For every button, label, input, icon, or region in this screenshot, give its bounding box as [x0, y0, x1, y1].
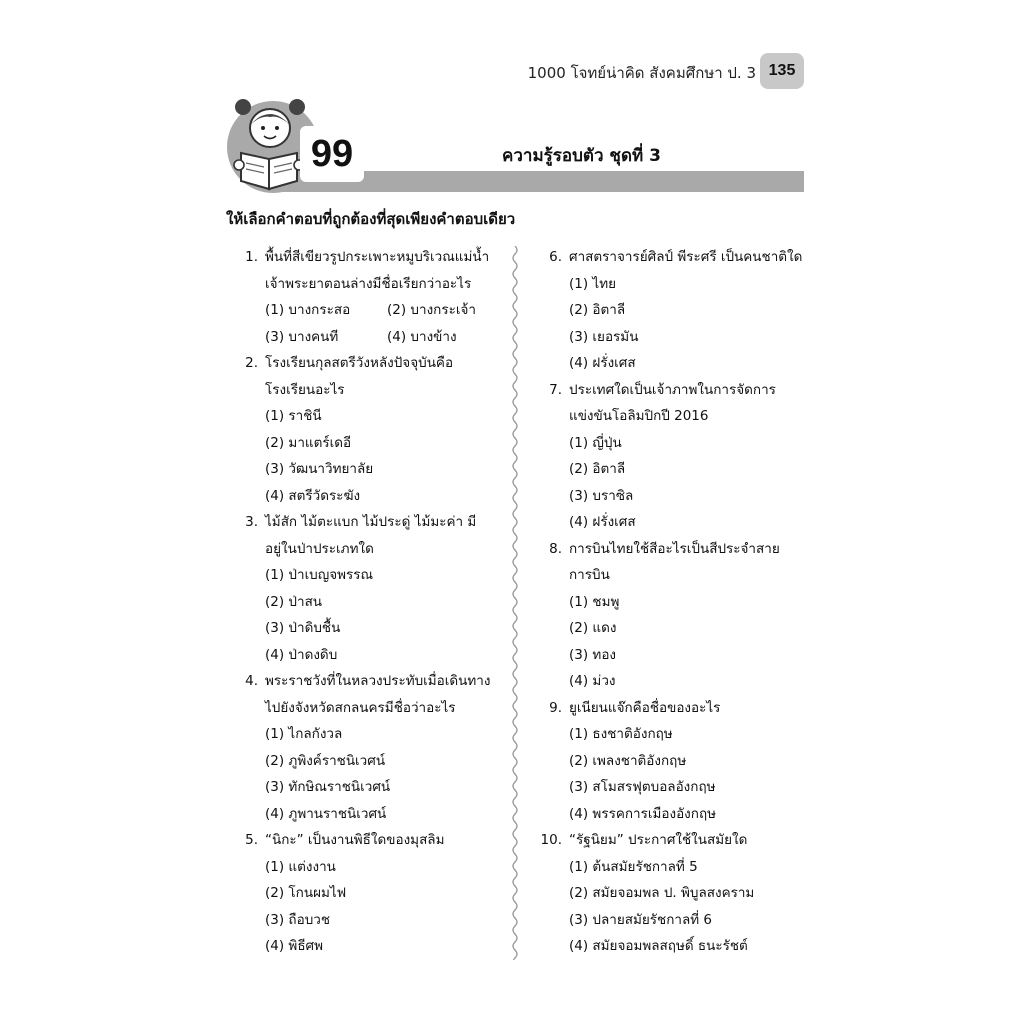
option: (4) สมัยจอมพลสฤษดิ์ ธนะรัชต์: [569, 938, 748, 954]
option: (2) ป่าสน: [265, 593, 323, 610]
question-number: 1.: [245, 249, 258, 265]
option: (3) เยอรมัน: [569, 328, 639, 345]
option: (2) สมัยจอมพล ป. พิบูลสงคราม: [569, 885, 755, 901]
option: (1) ต้นสมัยรัชกาลที่ 5: [569, 858, 698, 875]
question-number: 9.: [549, 699, 562, 716]
page-number: 135: [760, 53, 804, 89]
question-number: 3.: [245, 514, 258, 530]
option: (1) ราชินี: [265, 408, 322, 424]
question-text: ไปยังจังหวัดสกลนครมีชื่อว่าอะไร: [265, 699, 456, 716]
question-text: ไม้สัก ไม้ตะแบก ไม้ประดู่ ไม้มะค่า มี: [265, 514, 477, 530]
option: (4) ฝรั่งเศส: [569, 355, 636, 371]
option: (1) ธงชาติอังกฤษ: [569, 726, 673, 742]
question-number: 8.: [549, 540, 562, 557]
question-text: “รัฐนิยม” ประกาศใช้ในสมัยใด: [569, 832, 748, 848]
question-9: [540, 695, 820, 722]
option: (2) ภูพิงค์ราชนิเวศน์: [265, 752, 386, 769]
question-3: [236, 509, 516, 536]
question-1: [236, 244, 516, 271]
question-number: 6.: [549, 249, 562, 265]
option: (3) ปลายสมัยรัชกาลที่ 6: [569, 911, 713, 928]
option: (1) ญี่ปุ่น: [569, 434, 622, 451]
option-row: [236, 324, 516, 351]
question-7: [540, 377, 820, 404]
question-text: โรงเรียนกุลสตรีวังหลังปัจจุบันคือ: [265, 355, 454, 371]
option: (4) ม่วง: [569, 673, 616, 689]
option: (3) สโมสรฟุตบอลอังกฤษ: [569, 779, 716, 795]
question-text: แข่งขันโอลิมปิกปี 2016: [569, 408, 709, 424]
question-number: 5.: [245, 832, 258, 848]
option: (4) ภูพานราชนิเวศน์: [265, 805, 387, 822]
option: (4) พรรคการเมืองอังกฤษ: [569, 805, 717, 822]
question-text: พื้นที่สีเขียวรูปกระเพาะหมูบริเวณแม่น้ำ: [265, 249, 490, 265]
option-row: [236, 297, 516, 324]
option: (4) ป่าดงดิบ: [265, 646, 338, 663]
question-text: การบิน: [569, 567, 610, 583]
option: (1) ไกลกังวล: [265, 726, 343, 742]
question-text: ยูเนียนแจ๊กคือชื่อของอะไร: [569, 699, 721, 716]
set-title: ความรู้รอบตัว ชุดที่ 3: [502, 146, 661, 166]
option: (3) วัฒนาวิทยาลัย: [265, 461, 374, 477]
question-text: พระราชวังที่ในหลวงประทับเมื่อเดินทาง: [265, 673, 491, 689]
option: (2) แดง: [569, 620, 617, 636]
question-text: อยู่ในป่าประเภทใด: [265, 540, 374, 557]
question-text: “นิกะ” เป็นงานพิธีใดของมุสลิม: [265, 832, 445, 848]
option: (4) บางข้าง: [387, 328, 457, 345]
question-5: [236, 827, 516, 854]
option: (3) บราซิล: [569, 487, 634, 504]
option: (2) บางกระเจ้า: [387, 302, 476, 318]
question-2: [236, 350, 516, 377]
question-10: [540, 827, 820, 854]
left-column: [236, 244, 516, 960]
option: (2) โกนผมไฟ: [265, 885, 347, 901]
instruction-text: ให้เลือกคำตอบที่ถูกต้องที่สุดเพียงคำตอบเดียว: [226, 210, 516, 228]
set-number: 99: [300, 126, 364, 182]
option: (3) ถือบวช: [265, 911, 331, 928]
question-number: 4.: [245, 673, 258, 689]
option: (4) ฝรั่งเศส: [569, 514, 636, 530]
question-number: 2.: [245, 355, 258, 371]
option: (3) ทักษิณราชนิเวศน์: [265, 779, 391, 795]
question-6: [540, 244, 820, 271]
option: (2) อิตาลี: [569, 461, 626, 477]
right-column: [540, 244, 820, 960]
question-4: [236, 668, 516, 695]
option: (3) บางคนที: [265, 328, 339, 345]
option: (1) ป่าเบญจพรรณ: [265, 567, 374, 583]
option: (2) อิตาลี: [569, 302, 626, 318]
question-text: เจ้าพระยาตอนล่างมีชื่อเรียกว่าอะไร: [265, 275, 472, 292]
question-text: ประเทศใดเป็นเจ้าภาพในการจัดการ: [569, 381, 776, 398]
question-text: การบินไทยใช้สีอะไรเป็นสีประจำสาย: [569, 540, 780, 557]
option: (1) บางกระสอ: [265, 302, 351, 318]
question-number: 10.: [540, 832, 562, 848]
question-number: 7.: [549, 381, 562, 398]
option: (1) ไทย: [569, 275, 617, 292]
option: (4) สตรีวัดระฆัง: [265, 487, 361, 504]
option: (4) พิธีศพ: [265, 938, 324, 954]
question-8: [540, 536, 820, 563]
option: (3) ป่าดิบชื้น: [265, 620, 341, 636]
option: (3) ทอง: [569, 646, 617, 663]
book-title: 1000 โจทย์น่าคิด สังคมศึกษา ป. 3: [527, 64, 756, 82]
question-text: ศาสตราจารย์ศิลป์ พีระศรี เป็นคนชาติใด: [569, 249, 803, 265]
option: (1) ชมพู: [569, 593, 620, 610]
option: (1) แต่งงาน: [265, 858, 336, 875]
option: (2) เพลงชาติอังกฤษ: [569, 752, 687, 769]
option: (2) มาแตร์เดอี: [265, 434, 352, 451]
question-text: โรงเรียนอะไร: [265, 381, 345, 398]
